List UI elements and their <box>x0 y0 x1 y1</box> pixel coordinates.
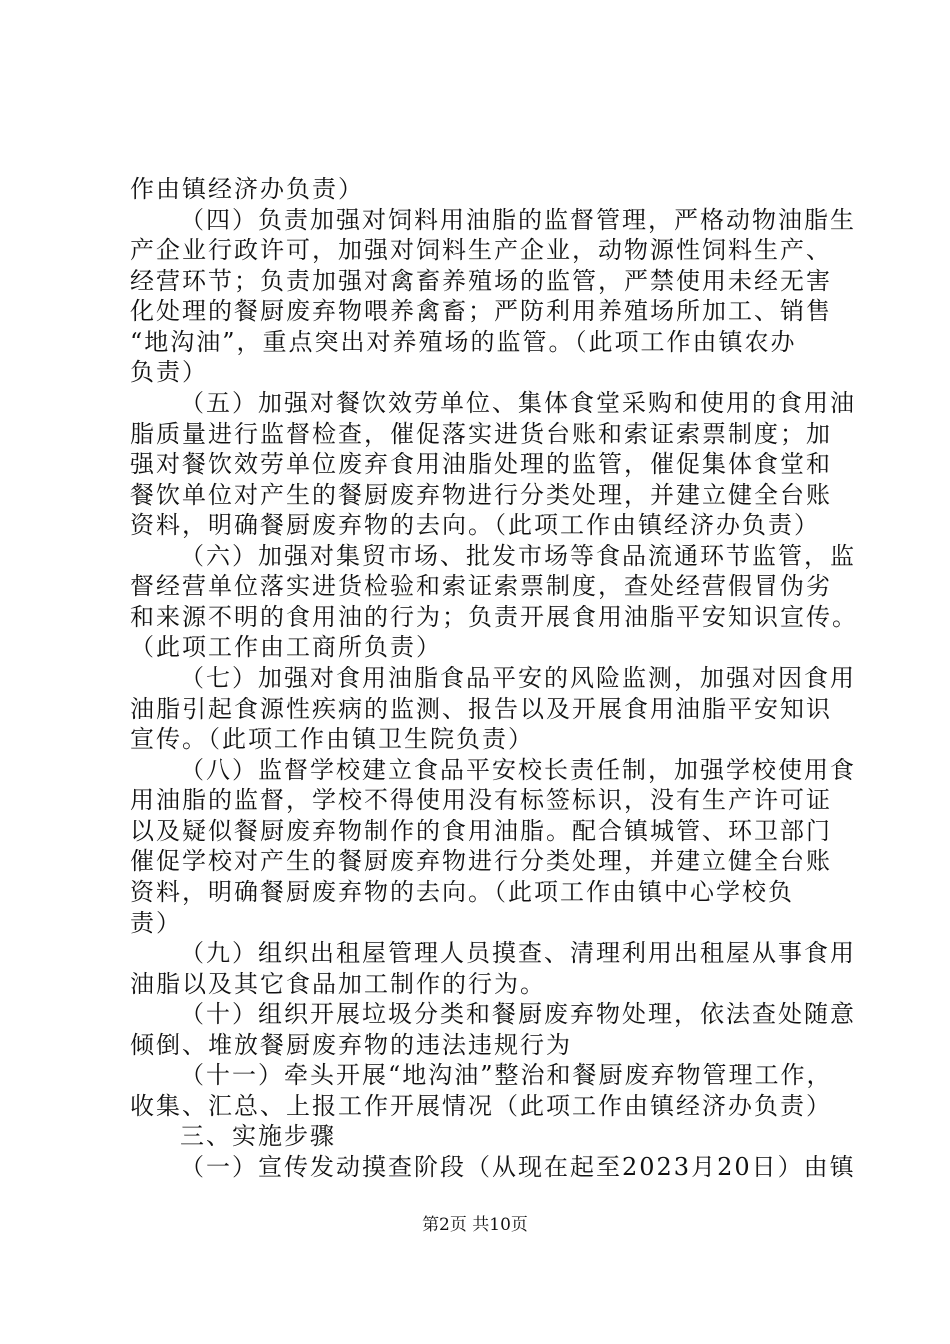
section-heading: 三、实施步骤 <box>180 1122 336 1150</box>
text-line: 催促学校对产生的餐厨废弃物进行分类处理，并建立健全台账 <box>130 847 832 875</box>
text-line: （五）加强对餐饮效劳单位、集体食堂采购和使用的食用油 <box>180 389 856 417</box>
text-line: 资料，明确餐厨废弃物的去向。（此项工作由镇经济办负责） <box>130 511 820 539</box>
text-line: 油脂以及其它食品加工制作的行为。 <box>130 970 546 998</box>
text-line: （此项工作由工商所负责） <box>130 633 442 661</box>
text-line: 强对餐饮效劳单位废弃食用油脂处理的监管，催促集体食堂和 <box>130 450 832 478</box>
text-line: （四）负责加强对饲料用油脂的监督管理，严格动物油脂生 <box>180 206 856 234</box>
text-line: （十）组织开展垃圾分类和餐厨废弃物处理，依法查处随意 <box>180 1000 856 1028</box>
text-line: 经营环节；负责加强对禽畜养殖场的监管，严禁使用未经无害 <box>130 267 832 295</box>
text-line: 油脂引起食源性疾病的监测、报告以及开展食用油脂平安知识 <box>130 695 832 723</box>
text-line: （八）监督学校建立食品平安校长责任制，加强学校使用食 <box>180 756 856 784</box>
text-line: 倾倒、堆放餐厨废弃物的违法违规行为 <box>130 1031 572 1059</box>
text-line: 用油脂的监督，学校不得使用没有标签标识，没有生产许可证 <box>130 786 832 814</box>
text-line: （九）组织出租屋管理人员摸查、清理利用出租屋从事食用 <box>180 939 856 967</box>
text-line: 责） <box>130 909 182 937</box>
text-line: 负责） <box>130 358 208 386</box>
text-line: 以及疑似餐厨废弃物制作的食用油脂。配合镇城管、环卫部门 <box>130 817 832 845</box>
text-line: 脂质量进行监督检查，催促落实进货台账和索证索票制度；加 <box>130 420 832 448</box>
text-line: 宣传。（此项工作由镇卫生院负责） <box>130 725 534 753</box>
text-line: 产企业行政许可，加强对饲料生产企业，动物源性饲料生产、 <box>130 236 832 264</box>
page-number-footer: 第2页 共10页 <box>422 1215 528 1235</box>
text-line: （一）宣传发动摸查阶段（从现在起至2023月20日）由镇 <box>180 1153 856 1181</box>
text-line: （十一）牵头开展“地沟油”整治和餐厨废弃物管理工作， <box>180 1061 833 1089</box>
text-line: “地沟油”，重点突出对养殖场的监管。（此项工作由镇农办 <box>130 328 797 356</box>
text-line: 资料，明确餐厨废弃物的去向。（此项工作由镇中心学校负 <box>130 878 794 906</box>
text-line: 收集、汇总、上报工作开展情况（此项工作由镇经济办负责） <box>130 1092 832 1120</box>
text-line: 作由镇经济办负责） <box>130 175 364 203</box>
text-line: 餐饮单位对产生的餐厨废弃物进行分类处理，并建立健全台账 <box>130 481 832 509</box>
text-line: 化处理的餐厨废弃物喂养禽畜；严防利用养殖场所加工、销售 <box>130 297 832 325</box>
text-line: 督经营单位落实进货检验和索证索票制度，查处经营假冒伪劣 <box>130 572 832 600</box>
text-line: （六）加强对集贸市场、批发市场等食品流通环节监管，监 <box>180 542 856 570</box>
text-line: （七）加强对食用油脂食品平安的风险监测，加强对因食用 <box>180 664 856 692</box>
text-line: 和来源不明的食用油的行为；负责开展食用油脂平安知识宣传。 <box>130 603 858 631</box>
